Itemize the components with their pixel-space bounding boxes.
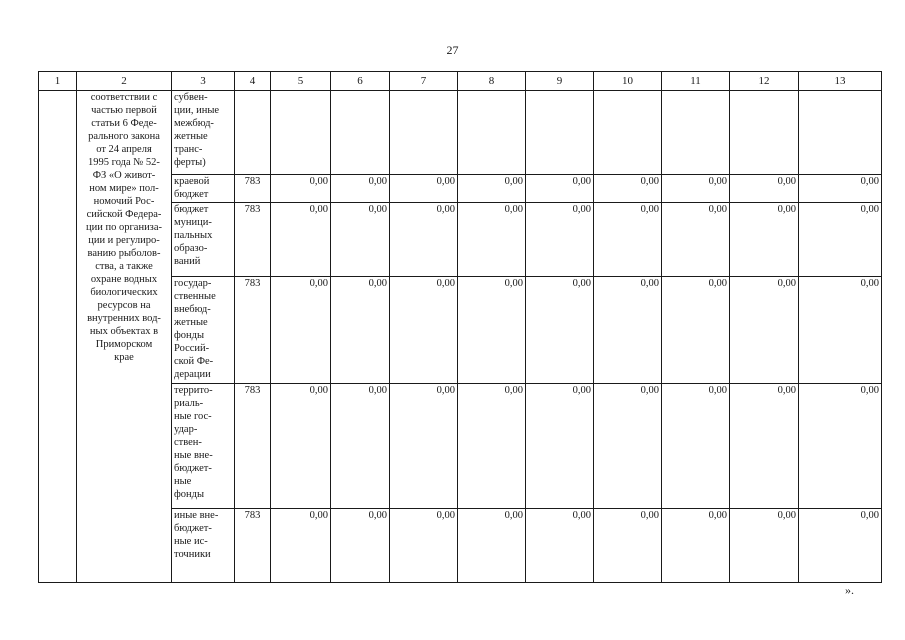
budget-code: 783 bbox=[235, 277, 271, 384]
row-number-cell bbox=[39, 91, 77, 583]
amount-cell: 0,00 bbox=[390, 175, 458, 203]
amount-cell: 0,00 bbox=[271, 384, 331, 509]
amount-cell: 0,00 bbox=[331, 203, 390, 277]
amount-cell: 0,00 bbox=[390, 509, 458, 583]
funding-source: субвен- ции, иные межбюд- жетные транс- ферты) bbox=[172, 91, 235, 175]
funding-source: террито- риаль- ные гос- удар- ствен- ные вне- бюджет- ные фонды bbox=[172, 384, 235, 509]
measure-description: соответствии с частью первой статьи 6 Феде- рального закона от 24 апреля 1995 года № 52- ФЗ «О живот- ном мире» пол- номочий Рос- сийской Федера- ции по организа- ции и регулиро- ванию рыболов- ства, а также охране водных биологических ресурсов на внутренних вод- ных объектах в Приморском крае bbox=[77, 91, 172, 583]
amount-cell bbox=[799, 91, 882, 175]
column-header: 5 bbox=[271, 72, 331, 91]
amount-cell bbox=[331, 91, 390, 175]
amount-cell: 0,00 bbox=[799, 203, 882, 277]
amount-cell: 0,00 bbox=[799, 509, 882, 583]
amount-cell: 0,00 bbox=[662, 175, 730, 203]
column-header: 8 bbox=[458, 72, 526, 91]
amount-cell bbox=[662, 91, 730, 175]
amount-cell: 0,00 bbox=[271, 203, 331, 277]
amount-cell: 0,00 bbox=[390, 203, 458, 277]
amount-cell: 0,00 bbox=[331, 384, 390, 509]
budget-code: 783 bbox=[235, 203, 271, 277]
amount-cell: 0,00 bbox=[730, 175, 799, 203]
amount-cell: 0,00 bbox=[730, 277, 799, 384]
amount-cell bbox=[271, 91, 331, 175]
amount-cell bbox=[594, 91, 662, 175]
budget-code: 783 bbox=[235, 509, 271, 583]
amount-cell: 0,00 bbox=[271, 277, 331, 384]
funding-source: государ- ственные внебюд- жетные фонды Россий- ской Фе- дерации bbox=[172, 277, 235, 384]
amount-cell: 0,00 bbox=[662, 203, 730, 277]
page-number: 27 bbox=[446, 43, 459, 57]
amount-cell bbox=[458, 91, 526, 175]
amount-cell: 0,00 bbox=[331, 277, 390, 384]
table-row bbox=[39, 91, 882, 175]
closing-quote-mark: ». bbox=[845, 583, 854, 597]
column-header: 2 bbox=[77, 72, 172, 91]
column-header: 13 bbox=[799, 72, 882, 91]
column-header: 9 bbox=[526, 72, 594, 91]
amount-cell: 0,00 bbox=[526, 277, 594, 384]
amount-cell: 0,00 bbox=[730, 384, 799, 509]
amount-cell: 0,00 bbox=[662, 509, 730, 583]
amount-cell: 0,00 bbox=[594, 175, 662, 203]
amount-cell: 0,00 bbox=[594, 384, 662, 509]
amount-cell: 0,00 bbox=[799, 277, 882, 384]
column-header: 10 bbox=[594, 72, 662, 91]
amount-cell: 0,00 bbox=[526, 509, 594, 583]
column-header: 11 bbox=[662, 72, 730, 91]
amount-cell: 0,00 bbox=[730, 509, 799, 583]
column-header: 3 bbox=[172, 72, 235, 91]
amount-cell bbox=[390, 91, 458, 175]
budget-table bbox=[38, 71, 882, 583]
budget-code bbox=[235, 91, 271, 175]
amount-cell: 0,00 bbox=[390, 277, 458, 384]
column-header: 12 bbox=[730, 72, 799, 91]
budget-code: 783 bbox=[235, 384, 271, 509]
amount-cell: 0,00 bbox=[458, 175, 526, 203]
amount-cell: 0,00 bbox=[331, 509, 390, 583]
amount-cell: 0,00 bbox=[594, 509, 662, 583]
amount-cell: 0,00 bbox=[271, 175, 331, 203]
amount-cell: 0,00 bbox=[526, 175, 594, 203]
amount-cell: 0,00 bbox=[799, 384, 882, 509]
amount-cell: 0,00 bbox=[594, 203, 662, 277]
amount-cell: 0,00 bbox=[730, 203, 799, 277]
amount-cell: 0,00 bbox=[458, 509, 526, 583]
amount-cell: 0,00 bbox=[799, 175, 882, 203]
amount-cell: 0,00 bbox=[458, 384, 526, 509]
column-header: 1 bbox=[39, 72, 77, 91]
funding-source: бюджет муници- пальных образо- ваний bbox=[172, 203, 235, 277]
column-header: 6 bbox=[331, 72, 390, 91]
header-row bbox=[39, 72, 882, 91]
column-header: 4 bbox=[235, 72, 271, 91]
amount-cell bbox=[526, 91, 594, 175]
amount-cell: 0,00 bbox=[458, 277, 526, 384]
funding-source: краевой бюджет bbox=[172, 175, 235, 203]
amount-cell: 0,00 bbox=[662, 384, 730, 509]
amount-cell: 0,00 bbox=[458, 203, 526, 277]
column-header: 7 bbox=[390, 72, 458, 91]
amount-cell: 0,00 bbox=[390, 384, 458, 509]
amount-cell: 0,00 bbox=[662, 277, 730, 384]
budget-code: 783 bbox=[235, 175, 271, 203]
amount-cell bbox=[730, 91, 799, 175]
amount-cell: 0,00 bbox=[526, 203, 594, 277]
funding-source: иные вне- бюджет- ные ис- точники bbox=[172, 509, 235, 583]
amount-cell: 0,00 bbox=[526, 384, 594, 509]
amount-cell: 0,00 bbox=[271, 509, 331, 583]
amount-cell: 0,00 bbox=[594, 277, 662, 384]
amount-cell: 0,00 bbox=[331, 175, 390, 203]
